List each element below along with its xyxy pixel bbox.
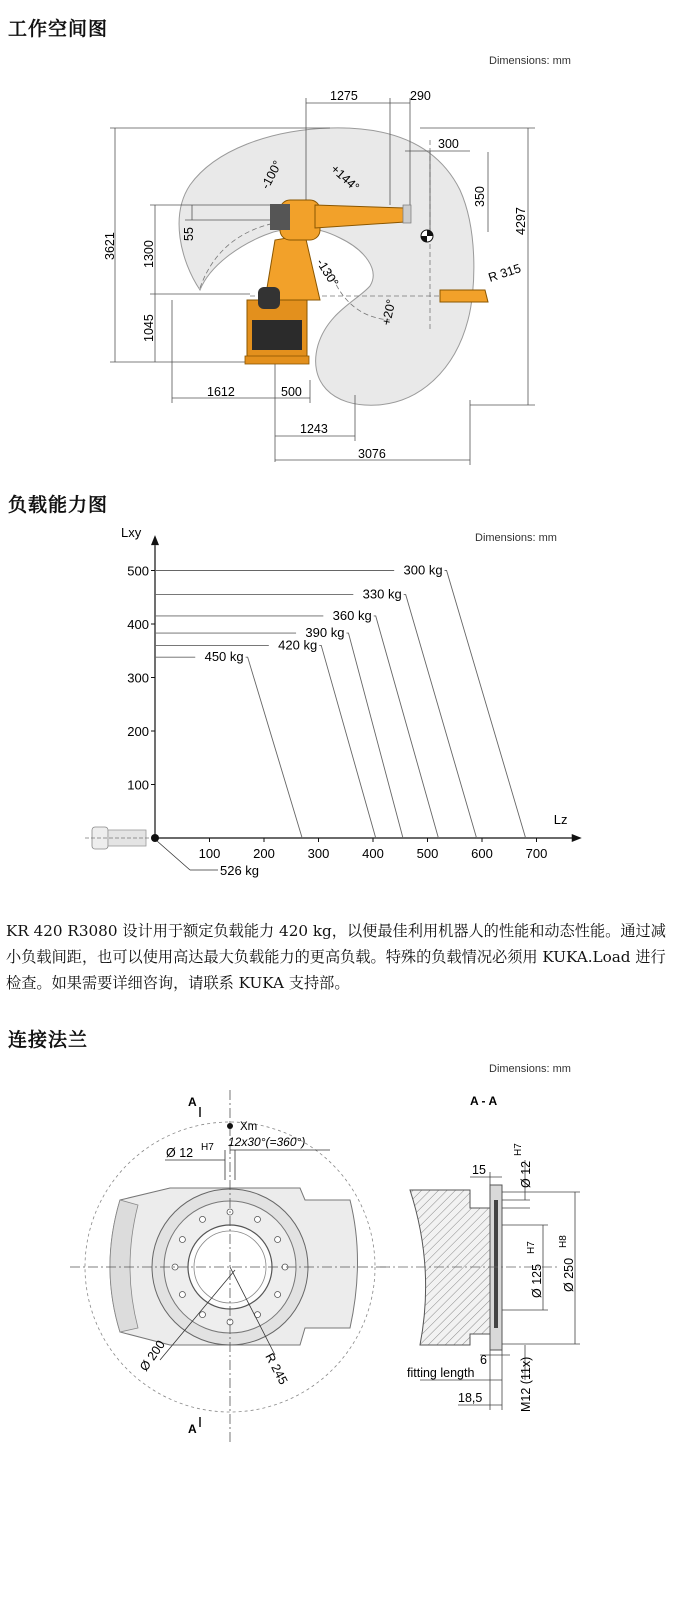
section-marker-a-top: A xyxy=(188,1095,197,1109)
y-tick-label: 500 xyxy=(127,563,149,579)
dim-1045: 1045 xyxy=(142,314,156,342)
y-tick-label: 400 xyxy=(127,617,149,632)
dim-4297: 4297 xyxy=(514,207,528,235)
label-d250: Ø 250 xyxy=(562,1257,576,1292)
load-curve-label: 390 kg xyxy=(305,625,345,641)
y-tick-label: 200 xyxy=(127,724,149,739)
flange-sketch-icon xyxy=(85,827,155,849)
label-h7-b: H7 xyxy=(513,1143,524,1156)
dim-3621: 3621 xyxy=(103,232,117,260)
label-holes: 12x30°(=360°) xyxy=(228,1135,306,1149)
load-curve-label: 360 kg xyxy=(332,607,372,623)
chart-axes xyxy=(151,535,582,842)
angle-plus20: +20° xyxy=(379,298,399,327)
label-m12: M12 (11x) xyxy=(519,1356,533,1412)
dim-3076: 3076 xyxy=(358,447,386,461)
label-xm: Xm xyxy=(240,1121,258,1133)
payload-chart xyxy=(0,520,680,900)
x-tick-label: 700 xyxy=(525,846,548,861)
label-6: 6 xyxy=(480,1353,487,1367)
angle-minus100: -100° xyxy=(258,158,285,192)
dim-55: 55 xyxy=(182,227,196,241)
radius-315: R 315 xyxy=(486,261,523,285)
dim-1612: 1612 xyxy=(207,385,235,399)
label-h8: H8 xyxy=(558,1235,569,1248)
label-fitting-length: fitting length xyxy=(407,1366,475,1380)
x-tick-label: 400 xyxy=(362,846,384,861)
load-curve-label: 450 kg xyxy=(204,649,244,665)
label-d125: Ø 125 xyxy=(530,1263,544,1298)
load-curve xyxy=(155,633,403,838)
x-tick-label: 500 xyxy=(416,846,439,861)
angle-minus130: -130° xyxy=(313,256,342,290)
x-axis-label: Lz xyxy=(553,812,568,827)
y-axis-label: Lxy xyxy=(121,525,142,541)
x-tick-label: 100 xyxy=(198,846,221,861)
label-d200: Ø 200 xyxy=(136,1337,168,1374)
x-tick-label: 200 xyxy=(253,846,275,861)
workspace-diagram xyxy=(0,0,680,480)
workspace-title: 工作空间图 xyxy=(8,18,109,40)
origin-dot xyxy=(151,834,159,842)
label-r245: R 245 xyxy=(262,1350,291,1387)
load-curve-label: 330 kg xyxy=(362,586,402,602)
label-15: 15 xyxy=(472,1163,486,1177)
load-curve xyxy=(155,645,376,838)
flange-title: 连接法兰 xyxy=(8,1029,89,1051)
payload-dimensions-note: Dimensions: mm xyxy=(475,532,557,544)
flange-dimensions-note: Dimensions: mm xyxy=(489,1063,571,1075)
dim-1300: 1300 xyxy=(142,240,156,268)
x-axis-arrow xyxy=(572,834,582,842)
chart-series xyxy=(155,562,526,839)
y-axis-arrow xyxy=(151,535,159,545)
load-curve-label: 420 kg xyxy=(278,637,318,653)
dim-1243: 1243 xyxy=(300,422,328,436)
workspace-dimensions-note: Dimensions: mm xyxy=(489,55,571,67)
label-h7-c: H7 xyxy=(526,1241,537,1254)
flange-drawing xyxy=(0,1060,680,1460)
dim-290: 290 xyxy=(410,89,431,103)
section-marker-a-bottom: A xyxy=(188,1422,197,1436)
dim-350: 350 xyxy=(473,186,487,207)
y-tick-label: 300 xyxy=(127,670,149,686)
description-text: KR 420 R3080 设计用于额定负载能力 420 kg，以便最佳利用机器人的性能和动态性能。通过减小负载间距，也可以使用高达最大负载能力的更高负载。特殊的负载情况必须用 KUKA.Load 进行检查。如果需要详细咨询，请联系 KUKA 支持部。 xyxy=(6,922,666,992)
angle-plus144: +144° xyxy=(327,161,363,195)
label-18-5: 18,5 xyxy=(458,1391,483,1405)
tcp-marker xyxy=(421,230,433,242)
label-h7-a: H7 xyxy=(201,1142,214,1153)
payload-title: 负载能力图 xyxy=(8,494,109,516)
section-aa-title: A - A xyxy=(470,1094,498,1108)
dim-500: 500 xyxy=(281,385,302,399)
dim-1275: 1275 xyxy=(330,89,358,103)
y-tick-label: 100 xyxy=(127,777,149,793)
load-curve xyxy=(155,657,302,838)
label-d12-section: Ø 12 xyxy=(519,1160,533,1188)
dim-300: 300 xyxy=(438,137,459,151)
x-tick-label: 600 xyxy=(471,846,493,861)
below-load-label: 526 kg xyxy=(220,863,260,878)
label-d12: Ø 12 xyxy=(166,1146,194,1160)
load-curve-label: 300 kg xyxy=(403,562,443,578)
x-tick-label: 300 xyxy=(307,846,330,861)
